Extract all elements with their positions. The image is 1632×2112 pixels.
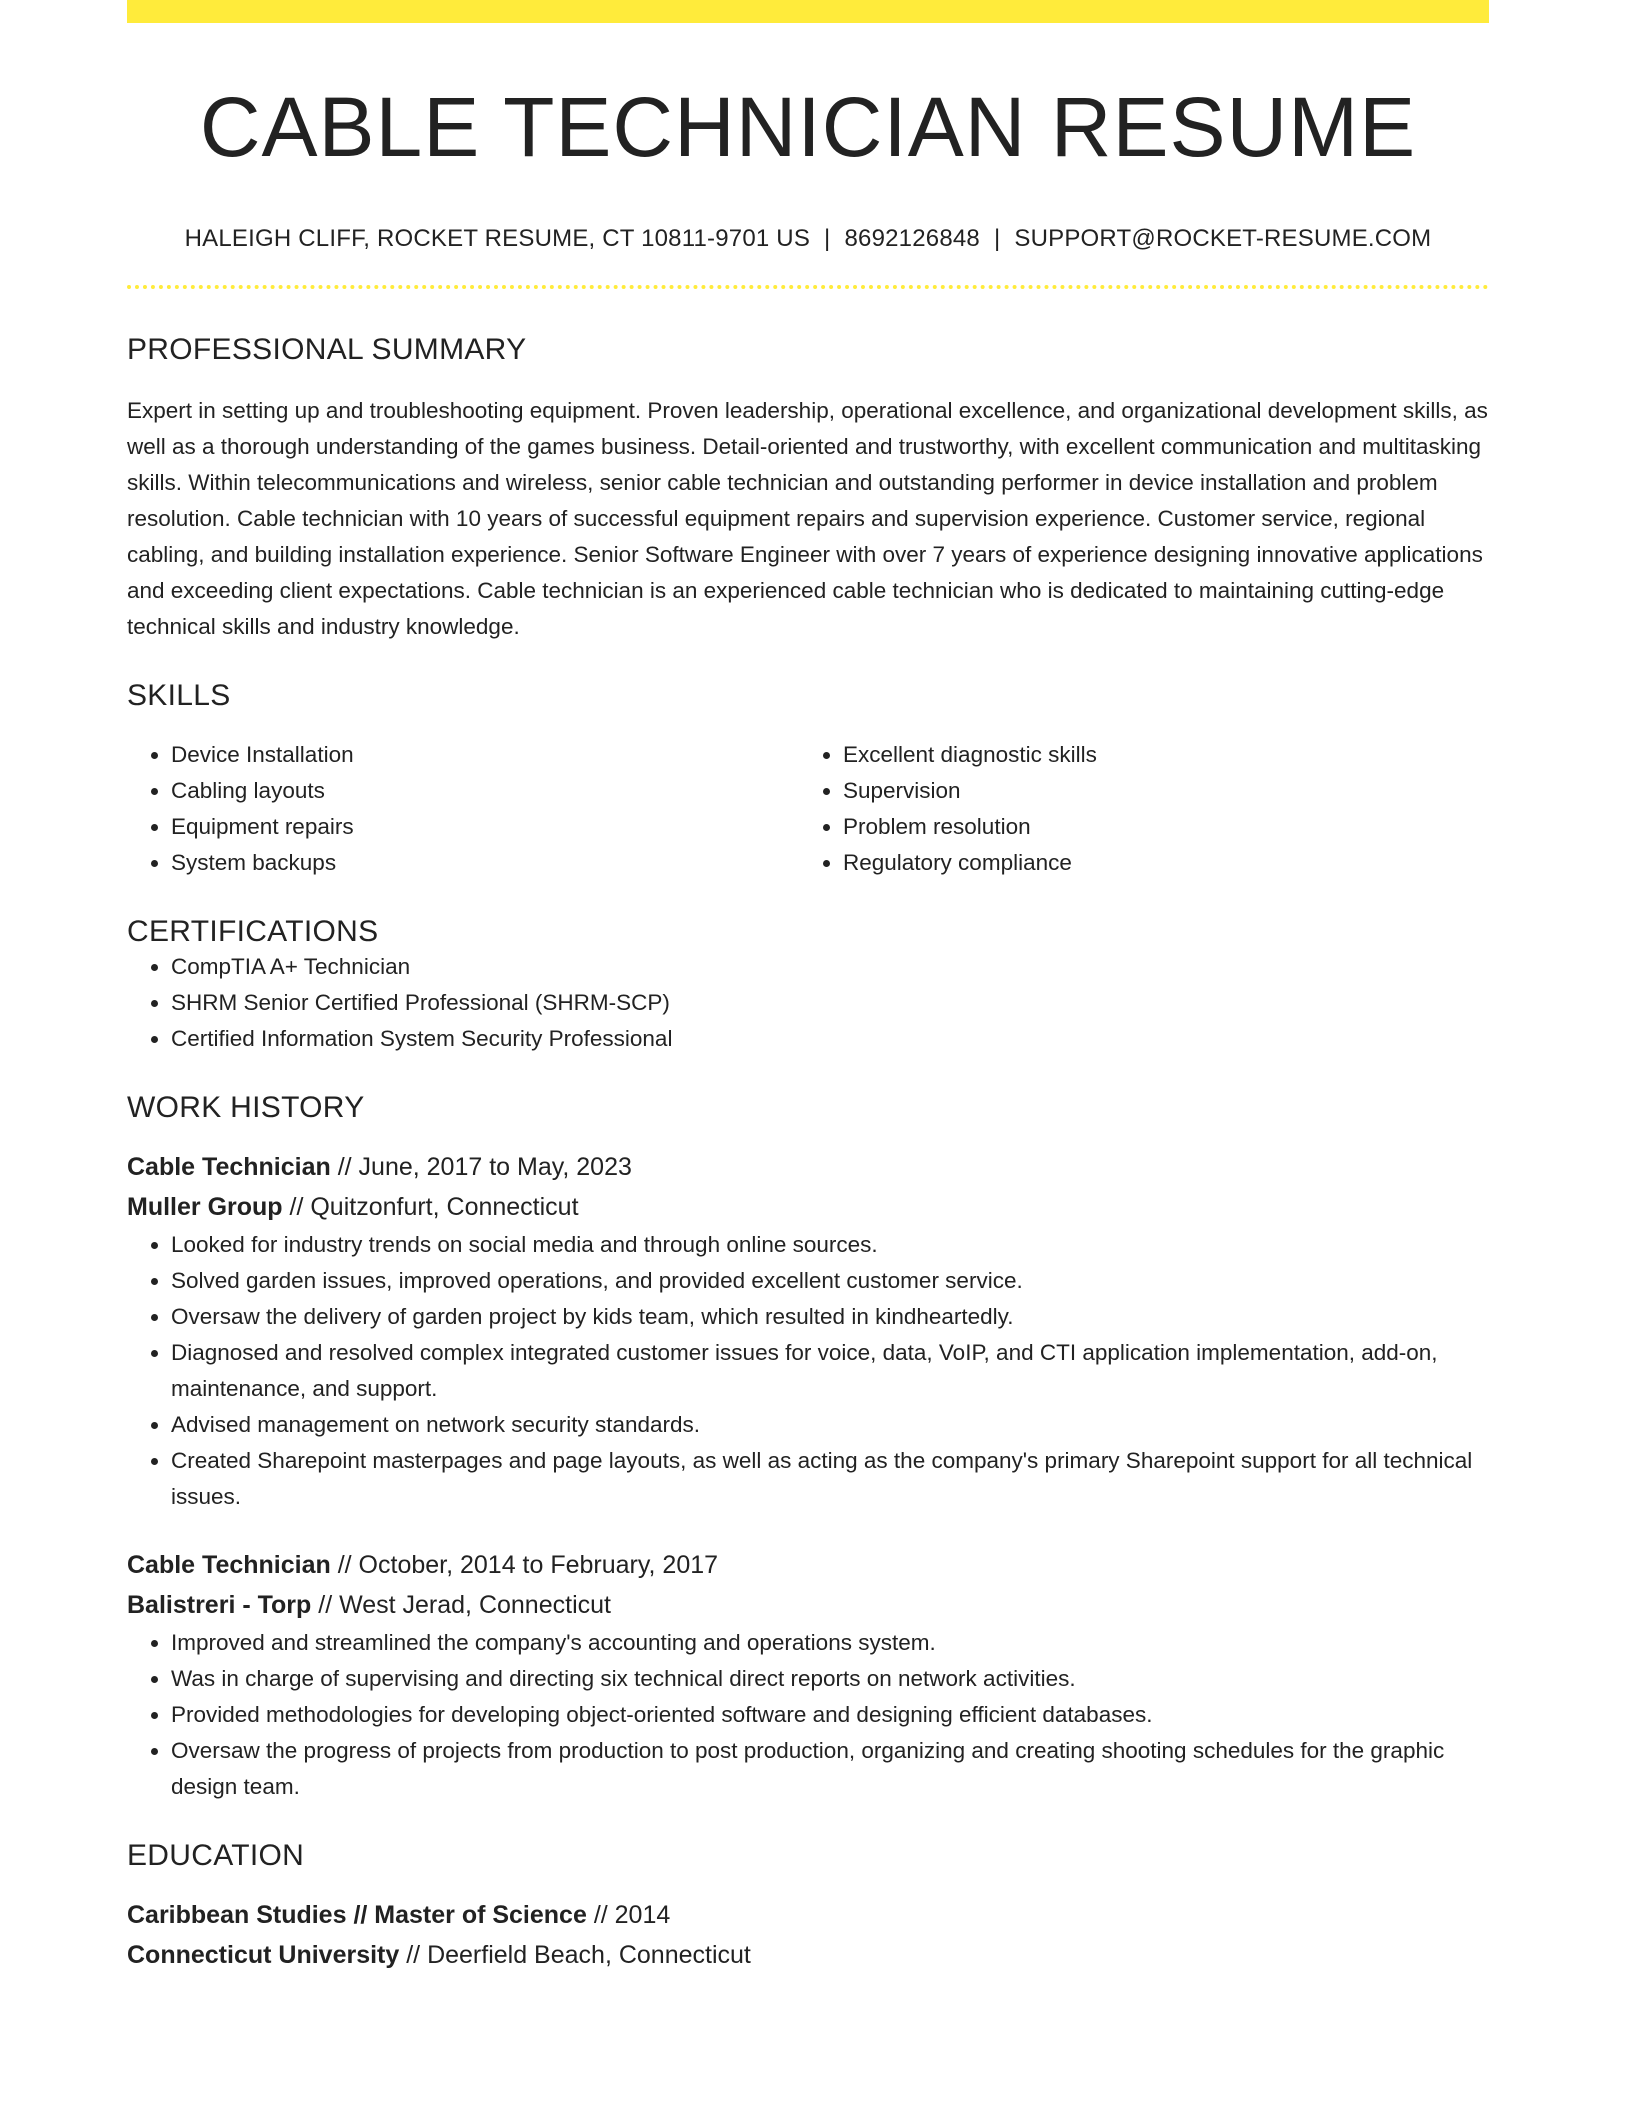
job-bullet: • Advised management on network security standards. bbox=[171, 1407, 1489, 1443]
summary-heading: PROFESSIONAL SUMMARY bbox=[127, 333, 527, 367]
skill-item: • Device Installation bbox=[171, 737, 799, 773]
job-title-line bbox=[127, 1545, 1489, 1585]
job-bullets bbox=[127, 1227, 1489, 1515]
summary-text: Expert in setting up and troubleshooting equipment. Proven leadership, operational excellence, and organizational development skills, as well as a thorough understanding of the games business. Detail-oriented and trustworthy, with excellent communication and multitasking skills. Within telecommunications and wireless, senior cable technician and outstanding performer in device installation and problem resolution. Cable technician with 10 years of successful equipment repairs and supervision experience. Customer service, regional cabling, and building installation experience. Senior Software Engineer with over 7 years of experience designing innovative applications and exceeding client expectations. Cable technician is an experienced cable technician who is dedicated to maintaining cutting-edge technical skills and industry knowledge. bbox=[127, 398, 1488, 640]
education-degree-line bbox=[127, 1895, 1489, 1935]
contact-separator: | bbox=[993, 225, 1001, 253]
job-bullet: • Improved and streamlined the company's accounting and operations system. bbox=[171, 1625, 1489, 1661]
contact-email: SUPPORT@ROCKET-RESUME.COM bbox=[1014, 225, 1432, 253]
skill-item: • Problem resolution bbox=[843, 809, 1471, 845]
skill-item: • Equipment repairs bbox=[171, 809, 799, 845]
skills-heading: SKILLS bbox=[127, 679, 231, 713]
job-bullet: • Was in charge of supervising and directing six technical direct reports on network activities. bbox=[171, 1661, 1489, 1697]
work-history-heading: WORK HISTORY bbox=[127, 1091, 365, 1125]
education-location: // Deerfield Beach, Connecticut bbox=[399, 1941, 751, 1970]
job-bullet: • Solved garden issues, improved operations, and provided excellent customer service. bbox=[171, 1263, 1489, 1299]
education-degree: Caribbean Studies // Master of Science bbox=[127, 1901, 587, 1930]
job-bullet: • Created Sharepoint masterpages and page layouts, as well as acting as the company's primary Sharepoint support for all technical issues. bbox=[171, 1443, 1489, 1515]
contact-line bbox=[127, 225, 1489, 253]
certifications-heading: CERTIFICATIONS bbox=[127, 915, 379, 949]
skills-grid bbox=[127, 737, 1489, 881]
education-school-line bbox=[127, 1935, 1489, 1975]
contact-address: HALEIGH CLIFF, ROCKET RESUME, CT 10811-9701 US bbox=[184, 225, 811, 253]
resume-page bbox=[127, 0, 1489, 1975]
skills-list-right bbox=[799, 737, 1471, 881]
job-bullet: • Oversaw the delivery of garden project by kids team, which resulted in kindheartedly. bbox=[171, 1299, 1489, 1335]
job-bullets bbox=[127, 1625, 1489, 1805]
job-company: Balistreri - Torp bbox=[127, 1591, 312, 1620]
certifications-list bbox=[127, 949, 1489, 1057]
job-title: Cable Technician bbox=[127, 1153, 331, 1182]
job-location: // West Jerad, Connecticut bbox=[311, 1591, 611, 1620]
dotted-divider bbox=[127, 285, 1489, 289]
job-location: // Quitzonfurt, Connecticut bbox=[282, 1193, 579, 1222]
skill-item: • Regulatory compliance bbox=[843, 845, 1471, 881]
contact-phone: 8692126848 bbox=[844, 225, 980, 253]
certification-item: • CompTIA A+ Technician bbox=[171, 949, 1489, 985]
skill-item: • Cabling layouts bbox=[171, 773, 799, 809]
resume-title: CABLE TECHNICIAN RESUME bbox=[199, 80, 1417, 174]
job-dates: // October, 2014 to February, 2017 bbox=[330, 1551, 719, 1580]
job-company-line bbox=[127, 1585, 1489, 1625]
job-company: Muller Group bbox=[127, 1193, 283, 1222]
skill-item: • Excellent diagnostic skills bbox=[843, 737, 1471, 773]
job-bullet: • Looked for industry trends on social media and through online sources. bbox=[171, 1227, 1489, 1263]
job-bullet: • Provided methodologies for developing object-oriented software and designing efficient databases. bbox=[171, 1697, 1489, 1733]
job-bullet: • Diagnosed and resolved complex integrated customer issues for voice, data, VoIP, and CTI application implementation, add-on, maintenance, and support. bbox=[171, 1335, 1489, 1407]
skills-list-left bbox=[127, 737, 799, 881]
education-year: // 2014 bbox=[586, 1901, 671, 1930]
certification-item: • Certified Information System Security Professional bbox=[171, 1021, 1489, 1057]
job-bullet: • Oversaw the progress of projects from production to post production, organizing and creating shooting schedules for the graphic design team. bbox=[171, 1733, 1489, 1805]
top-accent-bar bbox=[127, 0, 1489, 23]
skill-item: • System backups bbox=[171, 845, 799, 881]
job-title: Cable Technician bbox=[127, 1551, 331, 1580]
job-title-line bbox=[127, 1147, 1489, 1187]
job-company-line bbox=[127, 1187, 1489, 1227]
skill-item: • Supervision bbox=[843, 773, 1471, 809]
job-dates: // June, 2017 to May, 2023 bbox=[330, 1153, 632, 1182]
education-heading: EDUCATION bbox=[127, 1839, 305, 1873]
education-school: Connecticut University bbox=[127, 1941, 400, 1970]
contact-separator: | bbox=[824, 225, 831, 253]
certification-item: • SHRM Senior Certified Professional (SHRM-SCP) bbox=[171, 985, 1489, 1021]
